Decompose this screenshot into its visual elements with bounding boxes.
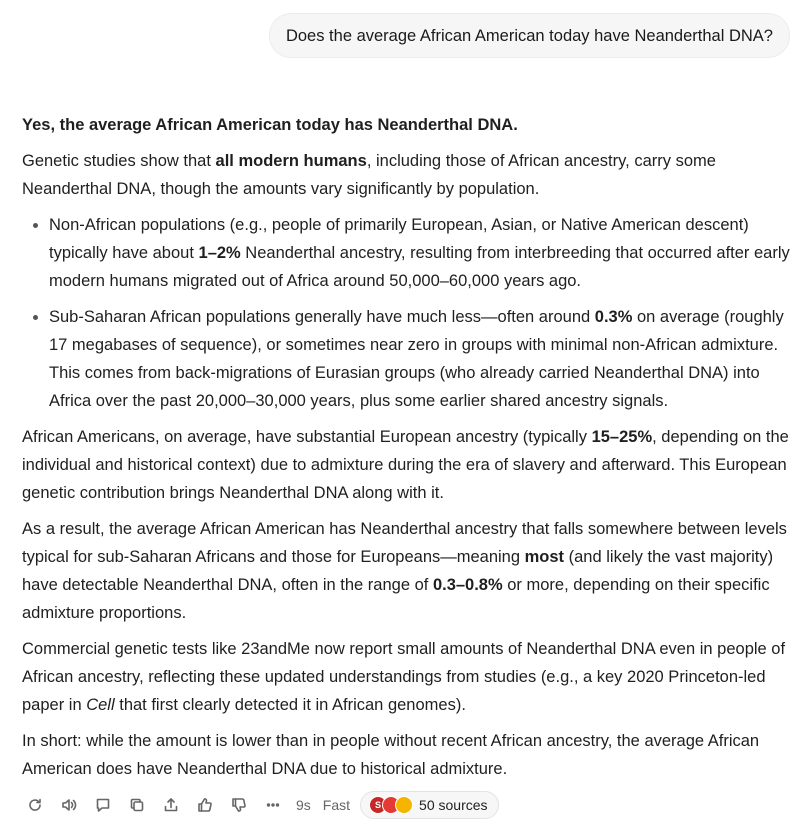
text: that first clearly detected it in African genomes). <box>114 696 466 714</box>
text: (and likely the vast majority) have detectable Neanderthal DNA, often in the range of <box>22 548 774 594</box>
text: Non-African populations (e.g., people of primarily European, Asian, or Native American descent) typically have about <box>49 216 749 262</box>
regenerate-icon <box>27 797 43 813</box>
bold-text: most <box>524 548 565 566</box>
copy-button[interactable] <box>120 790 154 820</box>
response-toolbar <box>18 790 499 820</box>
bold-text: 0.3% <box>594 308 633 326</box>
bold-text: all modern humans <box>215 152 367 170</box>
model-mode: Fast <box>322 797 351 813</box>
source-favicon-icon <box>395 796 413 814</box>
response-time: 9s <box>296 797 311 813</box>
source-favicon-icon: S <box>369 796 387 814</box>
text: Genetic studies show that <box>22 152 216 170</box>
regenerate-button[interactable] <box>18 790 52 820</box>
text: African Americans, on average, have substantial European ancestry (typically <box>22 428 592 446</box>
answer-paragraph-3 <box>22 515 792 627</box>
answer-paragraph-4 <box>22 635 792 719</box>
read-aloud-icon <box>61 797 77 813</box>
text: , depending on the individual and historical context) due to admixture during the era of slavery and afterward. This European genetic contribution brings Neanderthal DNA along with it. <box>22 428 789 502</box>
comment-button[interactable] <box>86 790 120 820</box>
more-button[interactable] <box>256 790 290 820</box>
sources-button[interactable] <box>360 791 498 819</box>
bold-text: 1–2% <box>198 244 241 262</box>
answer-bullet-list <box>22 211 792 415</box>
text: Sub-Saharan African populations generally have much less—often around <box>49 308 595 326</box>
list-item <box>49 303 792 415</box>
text: on average (roughly 17 megabases of sequence), or sometimes near zero in groups with minimal non-African admixture. This comes from back-migrations of Eurasian groups (who already carried Neanderthal DNA) into Africa over the past 20,000–30,000 years, plus some earlier shared ancestry signals. <box>49 308 784 410</box>
source-avatars <box>369 796 413 814</box>
share-button[interactable] <box>154 790 188 820</box>
list-item <box>49 211 792 295</box>
thumbs-down-button[interactable] <box>222 790 256 820</box>
text: or more, depending on their specific admixture proportions. <box>22 576 770 622</box>
sources-label: 50 sources <box>419 797 488 813</box>
user-message-bubble: Does the average African American today have Neanderthal DNA? <box>269 13 790 58</box>
more-icon <box>265 797 281 813</box>
text: , including those of African ancestry, carry some Neanderthal DNA, though the amounts vary significantly by population. <box>22 152 716 198</box>
thumbs-up-icon <box>197 797 213 813</box>
text: As a result, the average African American has Neanderthal ancestry that falls somewhere between levels typical for sub-Saharan Africans and those for Europeans—meaning <box>22 520 787 566</box>
comment-icon <box>95 797 111 813</box>
text: Commercial genetic tests like 23andMe now report small amounts of Neanderthal DNA even in people of African ancestry, reflecting these updated understandings from studies (e.g., a key 2020 Princeton-led paper in <box>22 640 786 714</box>
answer-lead: Yes, the average African American today has Neanderthal DNA. <box>22 116 518 134</box>
thumbs-up-button[interactable] <box>188 790 222 820</box>
copy-icon <box>129 797 145 813</box>
bold-text: 15–25% <box>591 428 653 446</box>
text: Neanderthal ancestry, resulting from interbreeding that occurred after early modern humans migrated out of Africa around 50,000–60,000 years ago. <box>49 244 790 290</box>
italic-text: Cell <box>86 696 115 714</box>
bold-text: 0.3–0.8% <box>432 576 503 594</box>
answer-paragraph-1 <box>22 147 792 203</box>
read-aloud-button[interactable] <box>52 790 86 820</box>
answer-paragraph-2 <box>22 423 792 507</box>
thumbs-down-icon <box>231 797 247 813</box>
share-icon <box>163 797 179 813</box>
answer-paragraph-5: In short: while the amount is lower than in people without recent African ancestry, the average African American does have Neanderthal DNA due to historical admixture. <box>22 732 760 778</box>
assistant-answer <box>22 111 792 791</box>
